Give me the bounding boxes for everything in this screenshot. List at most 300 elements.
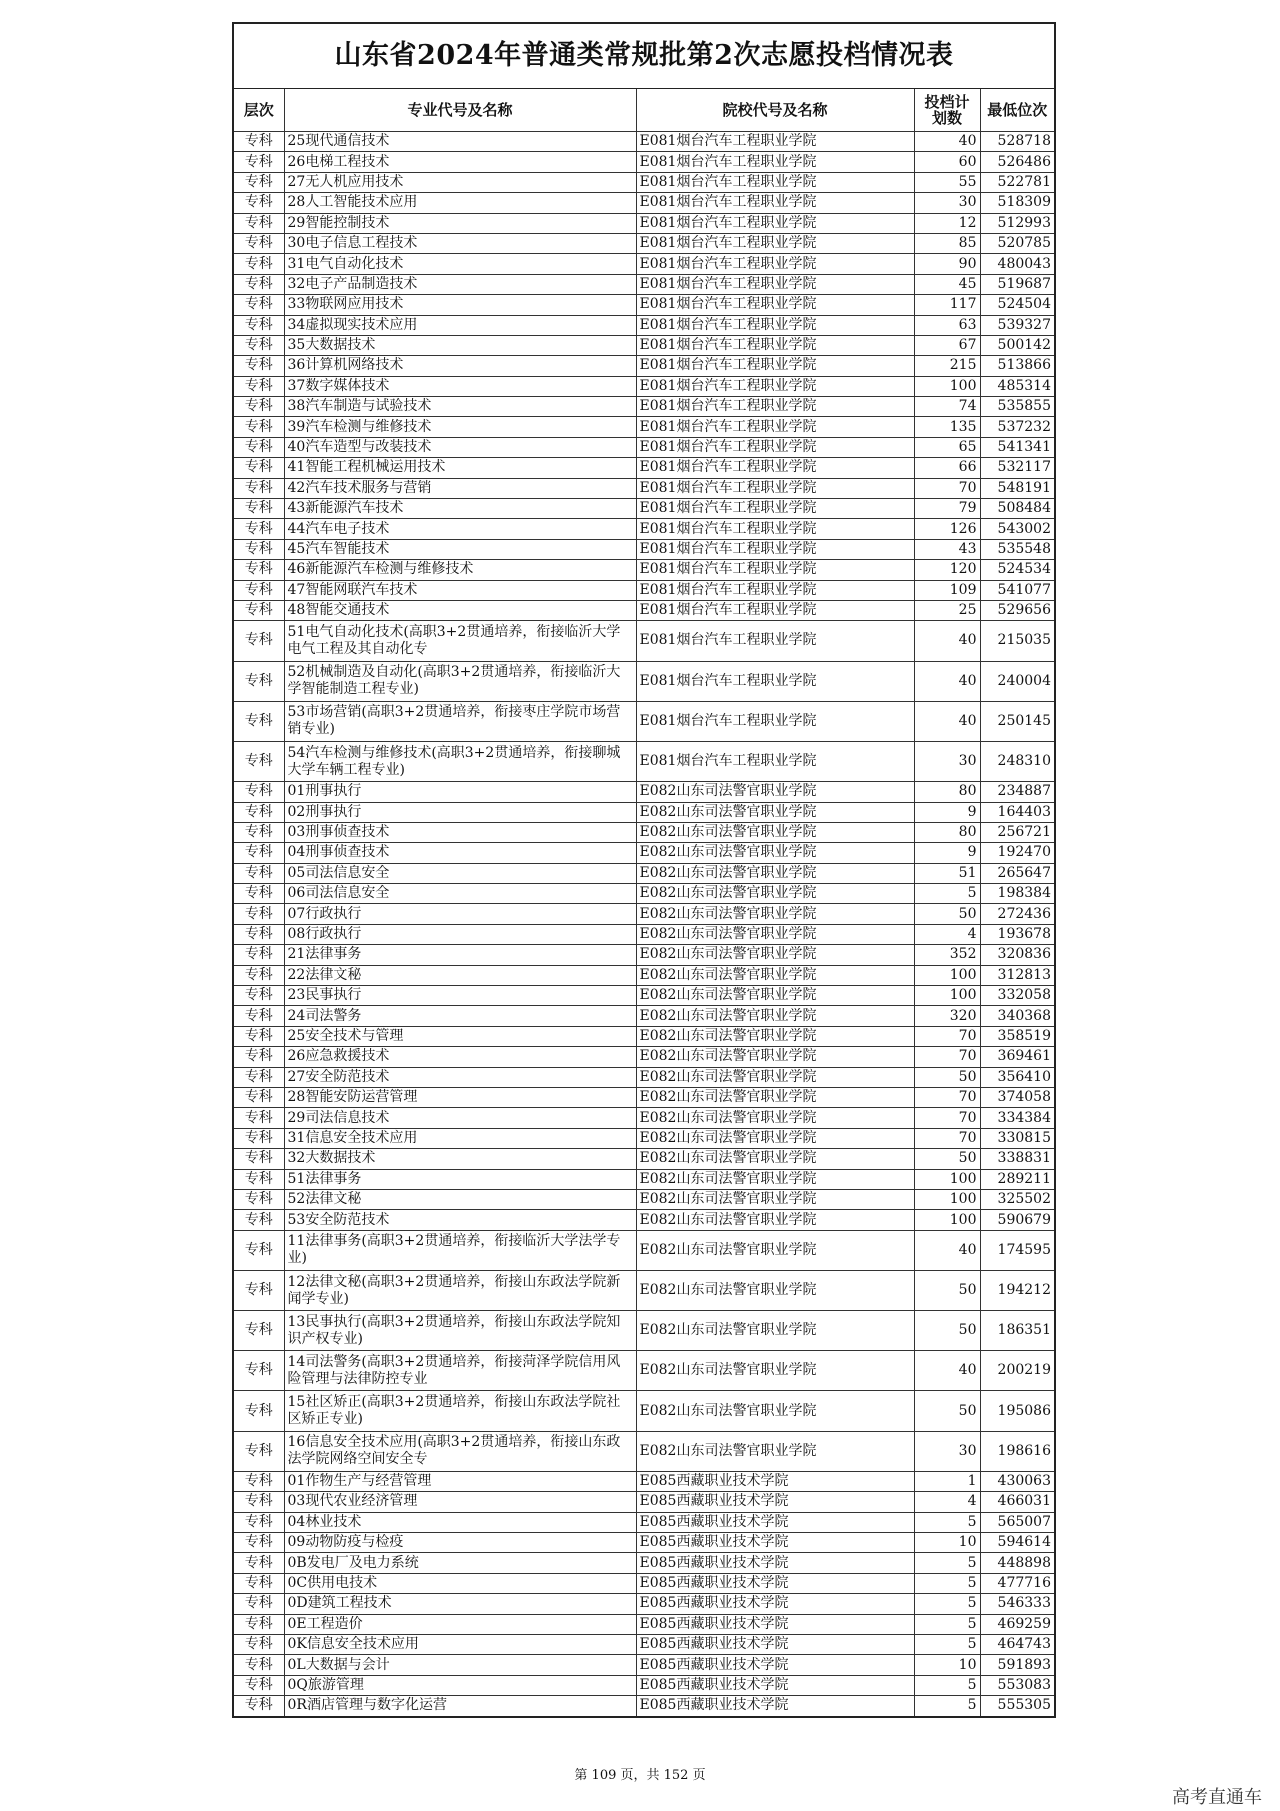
cell-major: 37数字媒体技术 xyxy=(284,376,636,396)
cell-plan: 5 xyxy=(914,884,980,904)
cell-school: E081烟台汽车工程职业学院 xyxy=(636,315,914,335)
cell-rank: 193678 xyxy=(980,924,1054,944)
cell-major: 43新能源汽车技术 xyxy=(284,499,636,519)
cell-school: E085西藏职业技术学院 xyxy=(636,1614,914,1634)
table-row xyxy=(234,417,1054,437)
cell-school: E085西藏职业技术学院 xyxy=(636,1512,914,1532)
table-row xyxy=(234,1533,1054,1553)
cell-school: E082山东司法警官职业学院 xyxy=(636,1149,914,1169)
cell-plan: 5 xyxy=(914,1614,980,1634)
watermark: 高考直通车 xyxy=(1172,1787,1262,1808)
cell-level: 专科 xyxy=(234,193,284,213)
table-row xyxy=(234,397,1054,417)
cell-rank: 164403 xyxy=(980,802,1054,822)
cell-major: 32大数据技术 xyxy=(284,1149,636,1169)
cell-major: 01刑事执行 xyxy=(284,782,636,802)
cell-rank: 200219 xyxy=(980,1351,1054,1391)
cell-rank: 565007 xyxy=(980,1512,1054,1532)
table-row xyxy=(234,1675,1054,1695)
cell-major: 25安全技术与管理 xyxy=(284,1026,636,1046)
cell-rank: 174595 xyxy=(980,1230,1054,1270)
cell-plan: 70 xyxy=(914,478,980,498)
cell-level: 专科 xyxy=(234,356,284,376)
cell-plan: 135 xyxy=(914,417,980,437)
cell-rank: 198616 xyxy=(980,1431,1054,1471)
cell-level: 专科 xyxy=(234,863,284,883)
cell-plan: 40 xyxy=(914,132,980,152)
cell-school: E082山东司法警官职业学院 xyxy=(636,863,914,883)
header-major: 专业代号及名称 xyxy=(284,89,636,132)
cell-plan: 67 xyxy=(914,335,980,355)
cell-plan: 70 xyxy=(914,1026,980,1046)
cell-school: E082山东司法警官职业学院 xyxy=(636,945,914,965)
cell-rank: 508484 xyxy=(980,499,1054,519)
cell-plan: 50 xyxy=(914,904,980,924)
cell-level: 专科 xyxy=(234,904,284,924)
cell-major: 27无人机应用技术 xyxy=(284,172,636,192)
cell-rank: 590679 xyxy=(980,1210,1054,1230)
cell-rank: 539327 xyxy=(980,315,1054,335)
cell-rank: 186351 xyxy=(980,1311,1054,1351)
cell-school: E081烟台汽车工程职业学院 xyxy=(636,600,914,620)
cell-level: 专科 xyxy=(234,945,284,965)
cell-level: 专科 xyxy=(234,478,284,498)
cell-major: 09动物防疫与检疫 xyxy=(284,1533,636,1553)
table-row xyxy=(234,213,1054,233)
cell-rank: 430063 xyxy=(980,1471,1054,1491)
cell-level: 专科 xyxy=(234,1594,284,1614)
table-row xyxy=(234,1169,1054,1189)
cell-level: 专科 xyxy=(234,741,284,781)
cell-plan: 4 xyxy=(914,924,980,944)
cell-major: 38汽车制造与试验技术 xyxy=(284,397,636,417)
table-row xyxy=(234,233,1054,253)
cell-major: 53安全防范技术 xyxy=(284,1210,636,1230)
cell-plan: 85 xyxy=(914,233,980,253)
cell-school: E081烟台汽车工程职业学院 xyxy=(636,701,914,741)
cell-plan: 50 xyxy=(914,1149,980,1169)
cell-plan: 30 xyxy=(914,193,980,213)
cell-major: 33物联网应用技术 xyxy=(284,295,636,315)
cell-level: 专科 xyxy=(234,274,284,294)
cell-major: 51电气自动化技术(高职3+2贯通培养，衔接临沂大学电气工程及其自动化专 xyxy=(284,621,636,661)
cell-major: 48智能交通技术 xyxy=(284,600,636,620)
table-row xyxy=(234,1026,1054,1046)
cell-school: E082山东司法警官职业学院 xyxy=(636,1026,914,1046)
cell-major: 04刑事侦查技术 xyxy=(284,843,636,863)
cell-level: 专科 xyxy=(234,1087,284,1107)
cell-level: 专科 xyxy=(234,701,284,741)
cell-rank: 529656 xyxy=(980,600,1054,620)
cell-rank: 485314 xyxy=(980,376,1054,396)
cell-rank: 289211 xyxy=(980,1169,1054,1189)
cell-rank: 537232 xyxy=(980,417,1054,437)
cell-school: E081烟台汽车工程职业学院 xyxy=(636,499,914,519)
cell-rank: 374058 xyxy=(980,1087,1054,1107)
cell-plan: 12 xyxy=(914,213,980,233)
cell-school: E085西藏职业技术学院 xyxy=(636,1696,914,1716)
cell-plan: 117 xyxy=(914,295,980,315)
cell-school: E081烟台汽车工程职业学院 xyxy=(636,254,914,274)
cell-major: 29智能控制技术 xyxy=(284,213,636,233)
cell-major: 39汽车检测与维修技术 xyxy=(284,417,636,437)
cell-plan: 79 xyxy=(914,499,980,519)
cell-school: E082山东司法警官职业学院 xyxy=(636,843,914,863)
cell-major: 0K信息安全技术应用 xyxy=(284,1634,636,1654)
cell-school: E081烟台汽车工程职业学院 xyxy=(636,335,914,355)
cell-level: 专科 xyxy=(234,1573,284,1593)
cell-rank: 524534 xyxy=(980,560,1054,580)
table-row xyxy=(234,1230,1054,1270)
cell-school: E082山东司法警官职业学院 xyxy=(636,1047,914,1067)
cell-rank: 250145 xyxy=(980,701,1054,741)
cell-plan: 5 xyxy=(914,1553,980,1573)
cell-major: 30电子信息工程技术 xyxy=(284,233,636,253)
cell-rank: 248310 xyxy=(980,741,1054,781)
cell-plan: 40 xyxy=(914,1230,980,1270)
cell-plan: 40 xyxy=(914,1351,980,1391)
cell-rank: 334384 xyxy=(980,1108,1054,1128)
cell-plan: 320 xyxy=(914,1006,980,1026)
cell-school: E081烟台汽车工程职业学院 xyxy=(636,539,914,559)
cell-level: 专科 xyxy=(234,1047,284,1067)
cell-rank: 234887 xyxy=(980,782,1054,802)
table-row xyxy=(234,152,1054,172)
cell-school: E082山东司法警官职业学院 xyxy=(636,904,914,924)
page-footer: 第 109 页，共 152 页 xyxy=(574,1768,706,1783)
cell-plan: 5 xyxy=(914,1573,980,1593)
table-row xyxy=(234,1696,1054,1716)
table-row xyxy=(234,863,1054,883)
table-row xyxy=(234,843,1054,863)
cell-major: 27安全防范技术 xyxy=(284,1067,636,1087)
cell-plan: 4 xyxy=(914,1492,980,1512)
cell-level: 专科 xyxy=(234,965,284,985)
cell-level: 专科 xyxy=(234,1391,284,1431)
cell-level: 专科 xyxy=(234,1210,284,1230)
cell-school: E081烟台汽车工程职业学院 xyxy=(636,741,914,781)
cell-plan: 100 xyxy=(914,1189,980,1209)
cell-major: 42汽车技术服务与营销 xyxy=(284,478,636,498)
header-rank: 最低位次 xyxy=(980,89,1054,132)
table-row xyxy=(234,661,1054,701)
cell-rank: 215035 xyxy=(980,621,1054,661)
table-header-row xyxy=(234,89,1054,132)
cell-school: E082山东司法警官职业学院 xyxy=(636,1270,914,1310)
table-row xyxy=(234,1614,1054,1634)
table-row xyxy=(234,1655,1054,1675)
cell-level: 专科 xyxy=(234,1026,284,1046)
cell-major: 53市场营销(高职3+2贯通培养，衔接枣庄学院市场营销专业) xyxy=(284,701,636,741)
cell-level: 专科 xyxy=(234,254,284,274)
table-row xyxy=(234,1311,1054,1351)
table-row xyxy=(234,945,1054,965)
cell-level: 专科 xyxy=(234,458,284,478)
cell-level: 专科 xyxy=(234,1351,284,1391)
table-row xyxy=(234,254,1054,274)
cell-school: E081烟台汽车工程职业学院 xyxy=(636,172,914,192)
table-row xyxy=(234,884,1054,904)
cell-major: 15社区矫正(高职3+2贯通培养，衔接山东政法学院社区矫正专业) xyxy=(284,1391,636,1431)
table-row xyxy=(234,1108,1054,1128)
table-row xyxy=(234,1492,1054,1512)
cell-major: 28智能安防运营管理 xyxy=(284,1087,636,1107)
cell-level: 专科 xyxy=(234,519,284,539)
cell-school: E081烟台汽车工程职业学院 xyxy=(636,152,914,172)
cell-plan: 9 xyxy=(914,802,980,822)
cell-rank: 332058 xyxy=(980,986,1054,1006)
cell-level: 专科 xyxy=(234,1655,284,1675)
cell-major: 46新能源汽车检测与维修技术 xyxy=(284,560,636,580)
cell-major: 14司法警务(高职3+2贯通培养，衔接菏泽学院信用风险管理与法律防控专业 xyxy=(284,1351,636,1391)
cell-school: E082山东司法警官职业学院 xyxy=(636,1189,914,1209)
cell-level: 专科 xyxy=(234,782,284,802)
cell-level: 专科 xyxy=(234,1512,284,1532)
cell-major: 29司法信息技术 xyxy=(284,1108,636,1128)
cell-level: 专科 xyxy=(234,1696,284,1716)
cell-rank: 265647 xyxy=(980,863,1054,883)
cell-major: 31信息安全技术应用 xyxy=(284,1128,636,1148)
cell-level: 专科 xyxy=(234,437,284,457)
cell-plan: 126 xyxy=(914,519,980,539)
cell-major: 28人工智能技术应用 xyxy=(284,193,636,213)
table-row xyxy=(234,822,1054,842)
cell-rank: 448898 xyxy=(980,1553,1054,1573)
table-body xyxy=(234,132,1054,1716)
cell-school: E085西藏职业技术学院 xyxy=(636,1594,914,1614)
cell-plan: 90 xyxy=(914,254,980,274)
cell-rank: 369461 xyxy=(980,1047,1054,1067)
cell-school: E081烟台汽车工程职业学院 xyxy=(636,519,914,539)
cell-school: E081烟台汽车工程职业学院 xyxy=(636,560,914,580)
cell-rank: 535855 xyxy=(980,397,1054,417)
cell-school: E082山东司法警官职业学院 xyxy=(636,1230,914,1270)
cell-level: 专科 xyxy=(234,417,284,437)
cell-school: E081烟台汽车工程职业学院 xyxy=(636,356,914,376)
cell-plan: 5 xyxy=(914,1696,980,1716)
cell-major: 04林业技术 xyxy=(284,1512,636,1532)
cell-plan: 50 xyxy=(914,1311,980,1351)
cell-rank: 256721 xyxy=(980,822,1054,842)
cell-rank: 325502 xyxy=(980,1189,1054,1209)
cell-rank: 480043 xyxy=(980,254,1054,274)
table-row xyxy=(234,1067,1054,1087)
table-row xyxy=(234,560,1054,580)
table-row xyxy=(234,1006,1054,1026)
table-row xyxy=(234,600,1054,620)
cell-major: 0R酒店管理与数字化运营 xyxy=(284,1696,636,1716)
cell-school: E082山东司法警官职业学院 xyxy=(636,1087,914,1107)
cell-school: E081烟台汽车工程职业学院 xyxy=(636,376,914,396)
cell-rank: 594614 xyxy=(980,1533,1054,1553)
cell-rank: 546333 xyxy=(980,1594,1054,1614)
cell-plan: 25 xyxy=(914,600,980,620)
cell-plan: 40 xyxy=(914,701,980,741)
table-row xyxy=(234,904,1054,924)
cell-level: 专科 xyxy=(234,1471,284,1491)
cell-plan: 1 xyxy=(914,1471,980,1491)
cell-major: 26应急救援技术 xyxy=(284,1047,636,1067)
cell-school: E082山东司法警官职业学院 xyxy=(636,1210,914,1230)
cell-school: E082山东司法警官职业学院 xyxy=(636,965,914,985)
cell-level: 专科 xyxy=(234,1431,284,1471)
header-plan: 投档计划数 xyxy=(914,89,980,132)
cell-rank: 469259 xyxy=(980,1614,1054,1634)
cell-major: 52机械制造及自动化(高职3+2贯通培养，衔接临沂大学智能制造工程专业) xyxy=(284,661,636,701)
page-title: 山东省2024年普通类常规批第2次志愿投档情况表 xyxy=(234,24,1054,89)
table-row xyxy=(234,1634,1054,1654)
cell-level: 专科 xyxy=(234,1128,284,1148)
cell-rank: 358519 xyxy=(980,1026,1054,1046)
cell-plan: 40 xyxy=(914,661,980,701)
cell-plan: 65 xyxy=(914,437,980,457)
cell-major: 08行政执行 xyxy=(284,924,636,944)
cell-level: 专科 xyxy=(234,1189,284,1209)
table-row xyxy=(234,499,1054,519)
cell-school: E081烟台汽车工程职业学院 xyxy=(636,213,914,233)
cell-rank: 192470 xyxy=(980,843,1054,863)
cell-plan: 50 xyxy=(914,1270,980,1310)
cell-major: 13民事执行(高职3+2贯通培养，衔接山东政法学院知识产权专业) xyxy=(284,1311,636,1351)
cell-school: E081烟台汽车工程职业学院 xyxy=(636,295,914,315)
cell-level: 专科 xyxy=(234,1553,284,1573)
cell-plan: 10 xyxy=(914,1655,980,1675)
table-row xyxy=(234,274,1054,294)
cell-level: 专科 xyxy=(234,1108,284,1128)
cell-level: 专科 xyxy=(234,376,284,396)
table-row xyxy=(234,437,1054,457)
cell-rank: 524504 xyxy=(980,295,1054,315)
cell-plan: 30 xyxy=(914,1431,980,1471)
cell-major: 34虚拟现实技术应用 xyxy=(284,315,636,335)
cell-major: 51法律事务 xyxy=(284,1169,636,1189)
cell-school: E085西藏职业技术学院 xyxy=(636,1655,914,1675)
cell-level: 专科 xyxy=(234,580,284,600)
cell-level: 专科 xyxy=(234,661,284,701)
cell-plan: 60 xyxy=(914,152,980,172)
cell-school: E085西藏职业技术学院 xyxy=(636,1533,914,1553)
cell-rank: 194212 xyxy=(980,1270,1054,1310)
cell-major: 40汽车造型与改装技术 xyxy=(284,437,636,457)
cell-plan: 100 xyxy=(914,376,980,396)
cell-major: 02刑事执行 xyxy=(284,802,636,822)
cell-level: 专科 xyxy=(234,924,284,944)
cell-plan: 352 xyxy=(914,945,980,965)
cell-plan: 45 xyxy=(914,274,980,294)
cell-plan: 55 xyxy=(914,172,980,192)
cell-school: E081烟台汽车工程职业学院 xyxy=(636,274,914,294)
table-row xyxy=(234,621,1054,661)
table-row xyxy=(234,965,1054,985)
cell-level: 专科 xyxy=(234,315,284,335)
cell-plan: 40 xyxy=(914,621,980,661)
cell-level: 专科 xyxy=(234,1169,284,1189)
cell-major: 44汽车电子技术 xyxy=(284,519,636,539)
cell-rank: 272436 xyxy=(980,904,1054,924)
cell-rank: 553083 xyxy=(980,1675,1054,1695)
cell-plan: 80 xyxy=(914,782,980,802)
cell-major: 52法律文秘 xyxy=(284,1189,636,1209)
cell-level: 专科 xyxy=(234,1006,284,1026)
cell-school: E081烟台汽车工程职业学院 xyxy=(636,132,914,152)
cell-school: E081烟台汽车工程职业学院 xyxy=(636,458,914,478)
cell-major: 24司法警务 xyxy=(284,1006,636,1026)
table-row xyxy=(234,580,1054,600)
cell-school: E082山东司法警官职业学院 xyxy=(636,1311,914,1351)
table-row xyxy=(234,1512,1054,1532)
cell-level: 专科 xyxy=(234,1067,284,1087)
cell-school: E085西藏职业技术学院 xyxy=(636,1573,914,1593)
table-row xyxy=(234,478,1054,498)
table-row xyxy=(234,802,1054,822)
cell-school: E081烟台汽车工程职业学院 xyxy=(636,193,914,213)
cell-school: E081烟台汽车工程职业学院 xyxy=(636,580,914,600)
cell-major: 21法律事务 xyxy=(284,945,636,965)
cell-rank: 591893 xyxy=(980,1655,1054,1675)
cell-level: 专科 xyxy=(234,213,284,233)
cell-rank: 513866 xyxy=(980,356,1054,376)
cell-school: E082山东司法警官职业学院 xyxy=(636,1006,914,1026)
cell-school: E082山东司法警官职业学院 xyxy=(636,1169,914,1189)
cell-school: E081烟台汽车工程职业学院 xyxy=(636,437,914,457)
cell-major: 45汽车智能技术 xyxy=(284,539,636,559)
cell-major: 06司法信息安全 xyxy=(284,884,636,904)
cell-rank: 526486 xyxy=(980,152,1054,172)
cell-level: 专科 xyxy=(234,1533,284,1553)
cell-rank: 240004 xyxy=(980,661,1054,701)
cell-rank: 543002 xyxy=(980,519,1054,539)
cell-rank: 512993 xyxy=(980,213,1054,233)
table-row xyxy=(234,986,1054,1006)
table-row xyxy=(234,741,1054,781)
cell-school: E082山东司法警官职业学院 xyxy=(636,1108,914,1128)
cell-major: 0B发电厂及电力系统 xyxy=(284,1553,636,1573)
cell-level: 专科 xyxy=(234,986,284,1006)
table-row xyxy=(234,295,1054,315)
cell-plan: 5 xyxy=(914,1594,980,1614)
cell-plan: 70 xyxy=(914,1128,980,1148)
cell-level: 专科 xyxy=(234,1492,284,1512)
cell-level: 专科 xyxy=(234,539,284,559)
cell-school: E082山东司法警官职业学院 xyxy=(636,1391,914,1431)
cell-level: 专科 xyxy=(234,802,284,822)
table-row xyxy=(234,1210,1054,1230)
cell-school: E082山东司法警官职业学院 xyxy=(636,1351,914,1391)
cell-major: 05司法信息安全 xyxy=(284,863,636,883)
table-row xyxy=(234,356,1054,376)
table-row xyxy=(234,132,1054,152)
cell-plan: 30 xyxy=(914,741,980,781)
cell-rank: 555305 xyxy=(980,1696,1054,1716)
table-row xyxy=(234,924,1054,944)
cell-rank: 548191 xyxy=(980,478,1054,498)
cell-rank: 519687 xyxy=(980,274,1054,294)
cell-plan: 80 xyxy=(914,822,980,842)
cell-rank: 541341 xyxy=(980,437,1054,457)
cell-level: 专科 xyxy=(234,397,284,417)
cell-school: E081烟台汽车工程职业学院 xyxy=(636,233,914,253)
cell-rank: 320836 xyxy=(980,945,1054,965)
cell-major: 0D建筑工程技术 xyxy=(284,1594,636,1614)
cell-plan: 43 xyxy=(914,539,980,559)
cell-rank: 198384 xyxy=(980,884,1054,904)
cell-major: 0E工程造价 xyxy=(284,1614,636,1634)
cell-plan: 215 xyxy=(914,356,980,376)
cell-school: E082山东司法警官职业学院 xyxy=(636,782,914,802)
cell-major: 0Q旅游管理 xyxy=(284,1675,636,1695)
cell-school: E081烟台汽车工程职业学院 xyxy=(636,661,914,701)
cell-level: 专科 xyxy=(234,132,284,152)
